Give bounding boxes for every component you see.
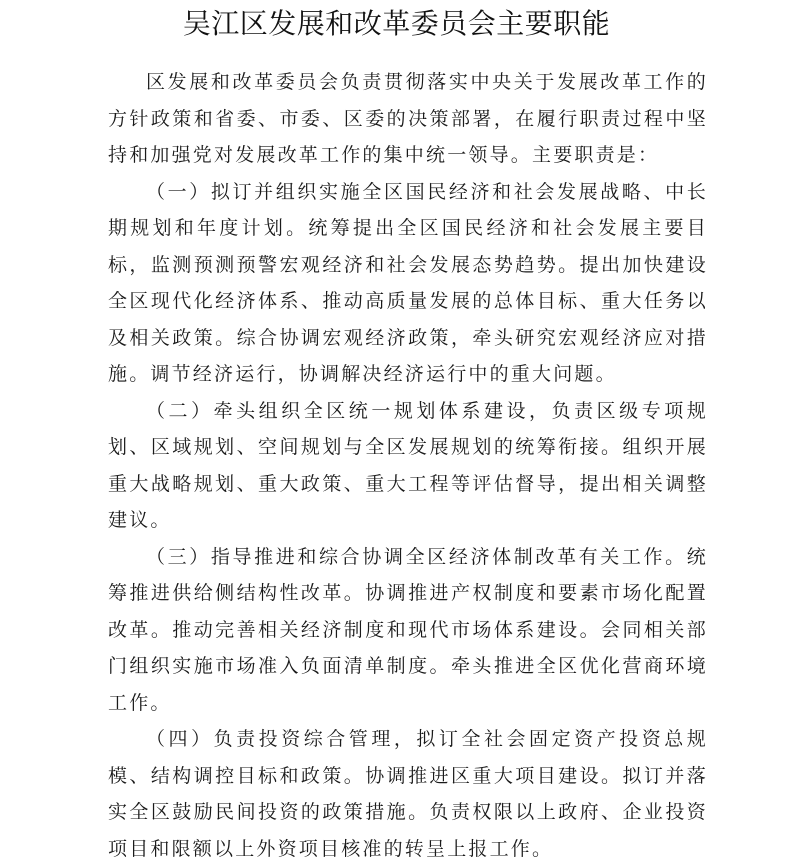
document-title: 吴江区发展和改革委员会主要职能 [182,7,611,40]
duty-paragraph-3: （三）指导推进和综合协调全区经济体制改革有关工作。统筹推进供给侧结构性改革。协调推进产权制度和要素市场化配置改革。推动完善相关经济制度和现代市场体系建设。会同相关部门组织实施市场准入负面清单制度。牵头推进全区优化营商环境工作。 [108,545,708,714]
document-body [108,64,708,867]
duty-paragraph-4: （四）负责投资综合管理，拟订全社会固定资产投资总规模、结构调控目标和政策。协调推进区重大项目建设。拟订并落实全区鼓励民间投资的政策措施。负责权限以上政府、企业投资项目和限额以上外资项目核准的转呈上报工作。 [108,728,708,860]
duty-paragraph-2: （二）牵头组织全区统一规划体系建设，负责区级专项规划、区域规划、空间规划与全区发展规划的统筹衔接。组织开展重大战略规划、重大政策、重大工程等评估督导，提出相关调整建议。 [108,399,708,531]
intro-paragraph: 区发展和改革委员会负责贯彻落实中央关于发展改革工作的方针政策和省委、市委、区委的决策部署，在履行职责过程中坚持和加强党对发展改革工作的集中统一领导。主要职责是： [108,71,708,166]
duty-paragraph-1: （一）拟订并组织实施全区国民经济和社会发展战略、中长期规划和年度计划。统筹提出全区国民经济和社会发展主要目标，监测预测预警宏观经济和社会发展态势趋势。提出加快建设全区现代化经济体系、推动高质量发展的总体目标、重大任务以及相关政策。综合协调宏观经济政策，牵头研究宏观经济应对措施。调节经济运行，协调解决经济运行中的重大问题。 [108,180,708,385]
